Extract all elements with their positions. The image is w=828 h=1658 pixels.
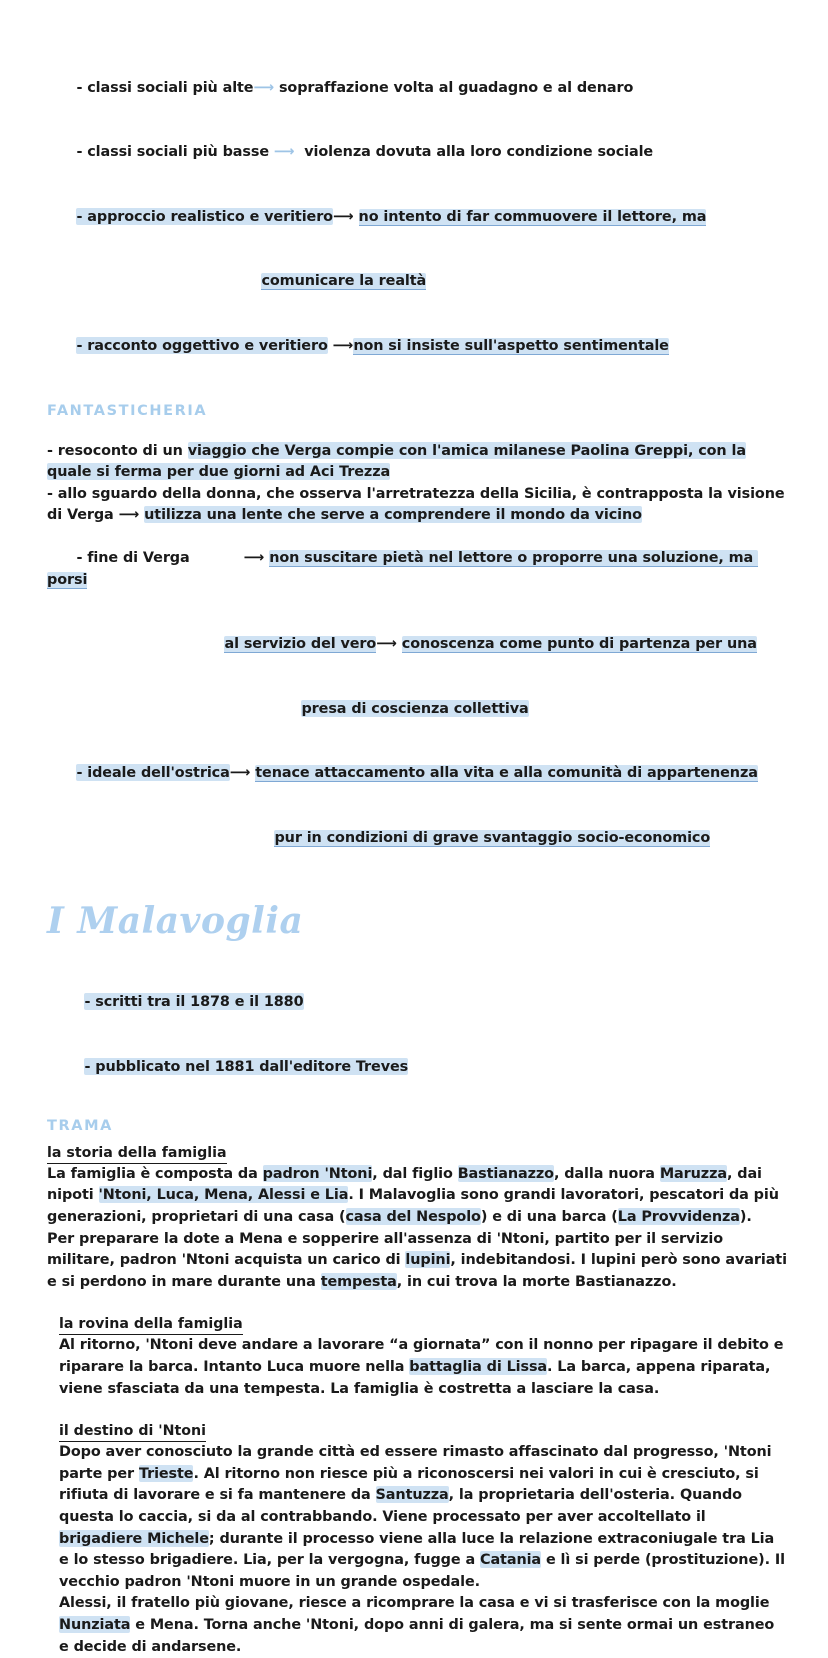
bullet-classi-alte-label: - classi sociali più alte bbox=[76, 79, 254, 96]
highlight-presa-coscienza: presa di coscienza collettiva bbox=[301, 700, 529, 717]
highlight-bastianazzo: Bastianazzo bbox=[457, 1165, 554, 1182]
paragraph-rovina: Al ritorno, 'Ntoni deve andare a lavorare “a giornata” con il nonno per ripagare il debito e riparare la barca. Intanto Luca muore nella battaglia di Lissa. La barca, appena riparata, viene sfasciata da una tempesta. La famiglia è costretta a lasciare la casa. bbox=[59, 1337, 784, 1397]
bullet-racconto-text: non si insiste sull'aspetto sentimentale bbox=[353, 337, 669, 354]
highlight-padron-ntoni: padron 'Ntoni bbox=[262, 1165, 373, 1182]
arrow-icon: ⟶ bbox=[253, 79, 275, 96]
bullet-ideale-ostrica bbox=[47, 742, 787, 807]
bullet-scritti-date: - scritti tra il 1878 e il 1880 bbox=[84, 994, 304, 1011]
paragraph-sguardo-donna: - allo sguardo della donna, che osserva l'arretratezza della Sicilia, è contrapposta la visione di Verga ⟶ utilizza una lente che serve a comprendere il mondo da vicino bbox=[47, 485, 785, 524]
highlight-svantaggio: pur in condizioni di grave svantaggio socio-economico bbox=[274, 829, 711, 846]
notes-content bbox=[47, 56, 787, 1658]
arrow-icon: ⟶ bbox=[243, 550, 265, 567]
arrow-icon: ⟶ bbox=[332, 208, 354, 225]
bullet-ideale-ostrica-cont bbox=[47, 806, 787, 871]
highlight-tempesta: tempesta bbox=[320, 1273, 397, 1290]
subheading-destino-ntoni-wrap bbox=[47, 1420, 787, 1442]
highlight-lente: utilizza una lente che serve a comprendere il mondo da vicino bbox=[144, 507, 642, 524]
bullet-approccio-realistico bbox=[47, 185, 787, 250]
highlight-santuzza: Santuzza bbox=[375, 1487, 449, 1504]
bullet-approccio-label: - approccio realistico e veritiero bbox=[76, 208, 333, 225]
highlight-tenace-attaccamento: tenace attaccamento alla vita e alla comunità di appartenenza bbox=[255, 765, 758, 782]
highlight-battaglia-lissa: battaglia di Lissa bbox=[409, 1359, 548, 1376]
paragraph-composizione-famiglia: La famiglia è composta da padron 'Ntoni, dal figlio Bastianazzo, dalla nuora Maruzza, dai nipoti 'Ntoni, Luca, Mena, Alessi e Lia. I Malavoglia sono grandi lavoratori, pescatori da più generazioni, proprietari di una casa (casa del Nespolo) e di una barca (La Provvidenza). bbox=[47, 1165, 779, 1226]
bullet-classi-basse-label: - classi sociali più basse bbox=[76, 144, 269, 160]
bullet-fine-verga-label: - fine di Verga bbox=[76, 550, 190, 567]
bullet-fine-verga-cont2 bbox=[47, 677, 787, 742]
highlight-servizio-vero: al servizio del vero bbox=[224, 636, 377, 653]
arrow-icon: ⟶ bbox=[332, 337, 354, 354]
bullet-classi-alte bbox=[47, 56, 787, 121]
highlight-conoscenza: conoscenza come punto di partenza per una bbox=[401, 636, 757, 653]
highlight-non-suscitare: non suscitare pietà nel lettore o proporre una soluzione, ma porsi bbox=[47, 550, 759, 588]
page-title: I Malavoglia bbox=[47, 899, 304, 942]
bullet-pubblicato-treves: - pubblicato nel 1881 dall'editore Treves bbox=[84, 1058, 409, 1075]
highlight-casa-nespolo: casa del Nespolo bbox=[345, 1209, 481, 1226]
highlight-la-provvidenza: La Provvidenza bbox=[617, 1209, 740, 1226]
highlight-trieste: Trieste bbox=[138, 1465, 194, 1482]
bullet-approccio-text-cont: comunicare la realtà bbox=[261, 273, 427, 289]
highlight-nunziata: Nunziata bbox=[59, 1616, 131, 1633]
bullet-classi-basse bbox=[47, 121, 787, 186]
bullet-classi-basse-text: violenza dovuta alla loro condizione sociale bbox=[304, 144, 654, 160]
highlight-brigadiere-michele: brigadiere Michele bbox=[59, 1530, 209, 1547]
bullet-racconto-label: - racconto oggettivo e veritiero bbox=[76, 337, 328, 354]
section-heading-trama: TRAMA bbox=[47, 1117, 113, 1134]
paragraph-alessi-finale: Alessi, il fratello più giovane, riesce a ricomprare la casa e vi si trasferisce con la moglie Nunziata e Mena. Torna anche 'Ntoni, dopo anni di galera, ma si sente ormai un estraneo e decide di andarsene. bbox=[59, 1595, 775, 1655]
paragraph-resoconto: - resoconto di un viaggio che Verga compie con l'amica milanese Paolina Greppi, con la quale si ferma per due giorni ad Aci Trezza bbox=[47, 442, 746, 481]
highlight-lupini: lupini bbox=[405, 1252, 451, 1269]
highlight-catania: Catania bbox=[479, 1552, 542, 1569]
bullet-classi-alte-text: sopraffazione volta al guadagno e al denaro bbox=[278, 79, 634, 96]
bullet-ideale-ostrica-label: - ideale dell'ostrica bbox=[76, 765, 230, 782]
subheading-storia-famiglia: la storia della famiglia bbox=[47, 1143, 227, 1164]
arrow-icon: ⟶ bbox=[118, 507, 140, 524]
section-heading-fantasticheria: FANTASTICHERIA bbox=[47, 402, 208, 419]
highlight-maruzza: Maruzza bbox=[659, 1165, 727, 1182]
highlight-viaggio: viaggio che Verga compie con l'amica milanese Paolina Greppi, con la quale si ferma per due giorni ad Aci Trezza bbox=[47, 442, 746, 481]
subheading-rovina-famiglia-wrap bbox=[47, 1313, 787, 1335]
paragraph-destino-ntoni: Dopo aver conosciuto la grande città ed essere rimasto affascinato dal progresso, 'Ntoni parte per Trieste. Al ritorno non riesce più a riconoscersi nei valori in cui è cresciuto, si rifiuta di lavorare e si fa mantenere da Santuzza, la proprietaria dell'osteria. Quando questa lo caccia, si da al contrabbando. Viene processato per aver accoltellato il brigadiere Michele; durante il processo viene alla luce la relazione extraconiugale tra Lia e lo stesso brigadiere. Lia, per la vergogna, fugge a Catania e lì si perde (prostituzione). Il vecchio padron 'Ntoni muore in un grande ospedale. bbox=[59, 1444, 785, 1590]
paragraph-dote-lupini: Per preparare la dote a Mena e sopperire all'assenza di 'Ntoni, partito per il servizio militare, padron 'Ntoni acquista un carico di lupini, indebitandosi. I lupini però sono avariati e si perdono in mare durante una tempesta, in cui trova la morte Bastianazzo. bbox=[47, 1230, 787, 1290]
subheading-rovina-famiglia: la rovina della famiglia bbox=[59, 1314, 243, 1335]
bullet-racconto-oggettivo bbox=[47, 314, 787, 379]
subheading-storia-famiglia-wrap bbox=[47, 1142, 787, 1164]
subheading-destino-ntoni: il destino di 'Ntoni bbox=[59, 1421, 206, 1442]
arrow-icon: ⟶ bbox=[229, 765, 251, 782]
highlight-nipoti: 'Ntoni, Luca, Mena, Alessi e Lia bbox=[98, 1187, 349, 1204]
bullet-fine-verga-cont1 bbox=[47, 613, 787, 678]
arrow-icon: ⟶ bbox=[376, 636, 397, 653]
arrow-icon: ⟶ bbox=[273, 144, 295, 160]
bullet-fine-di-verga bbox=[47, 527, 787, 613]
bullet-approccio-text: no intento di far commuovere il lettore, ma bbox=[358, 208, 707, 225]
